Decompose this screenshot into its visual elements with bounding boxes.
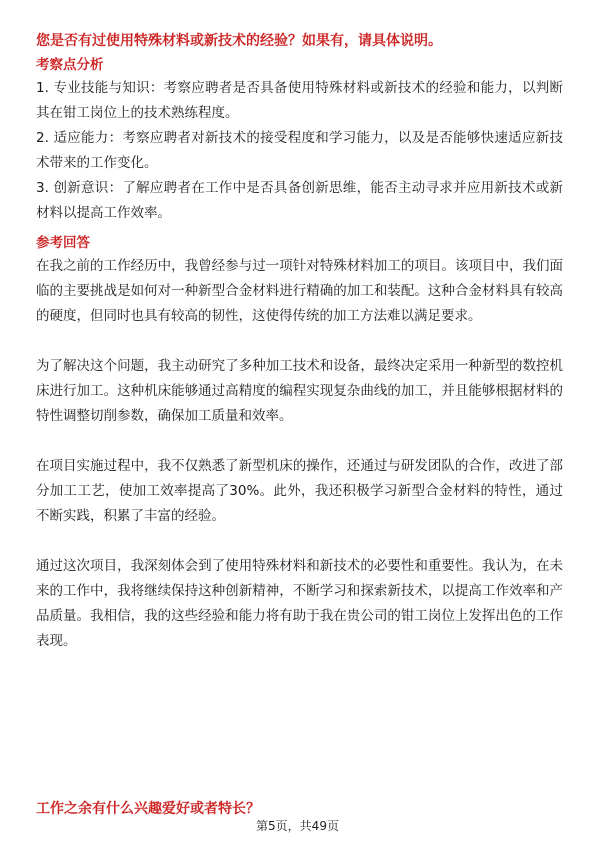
paragraph-gap: [36, 429, 563, 454]
next-question-title: 工作之余有什么兴趣爱好或者特长？: [36, 801, 260, 817]
answer-heading: 参考回答: [36, 235, 90, 251]
analysis-point-2: 2. 适应能力：考察应聘者对新技术的接受程度和学习能力，以及是否能够快速适应新技术带来的工作变化。: [36, 130, 563, 171]
analysis-heading: 考察点分析: [36, 57, 104, 73]
analysis-point-3: 3. 创新意识：了解应聘者在工作中是否具备创新思维，能否主动寻求并应用新技术或新材料以提高工作效率。: [36, 180, 563, 221]
paragraph-gap: [36, 529, 563, 554]
answer-paragraph-3: 在项目实施过程中，我不仅熟悉了新型机床的操作，还通过与研发团队的合作，改进了部分加工工艺，使加工效率提高了30%。此外，我还积极学习新型合金材料的特性，通过不断实践，积累了丰富的经验。: [36, 458, 563, 524]
question-title: 您是否有过使用特殊材料或新技术的经验？如果有，请具体说明。: [36, 33, 442, 49]
page-number: 第5页，共49页: [256, 819, 339, 833]
answer-paragraph-2: 为了解决这个问题，我主动研究了多种加工技术和设备，最终决定采用一种新型的数控机床进行加工。这种机床能够通过高精度的编程实现复杂曲线的加工，并且能够根据材料的特性调整切削参数，确保加工质量和效率。: [36, 358, 563, 424]
page-content: [36, 30, 563, 654]
answer-paragraph-1: 在我之前的工作经历中，我曾经参与过一项针对特殊材料加工的项目。该项目中，我们面临的主要挑战是如何对一种新型合金材料进行精确的加工和装配。这种合金材料具有较高的硬度，但同时也具有较高的韧性，这使得传统的加工方法难以满足要求。: [36, 258, 563, 324]
analysis-point-1: 1. 专业技能与知识：考察应聘者是否具备使用特殊材料或新技术的经验和能力，以判断其在钳工岗位上的技术熟练程度。: [36, 80, 563, 121]
answer-paragraph-4: 通过这次项目，我深刻体会到了使用特殊材料和新技术的必要性和重要性。我认为，在未来的工作中，我将继续保持这种创新精神，不断学习和探索新技术，以提高工作效率和产品质量。我相信，我的这些经验和能力将有助于我在贵公司的钳工岗位上发挥出色的工作表现。: [36, 558, 563, 649]
paragraph-gap: [36, 329, 563, 354]
